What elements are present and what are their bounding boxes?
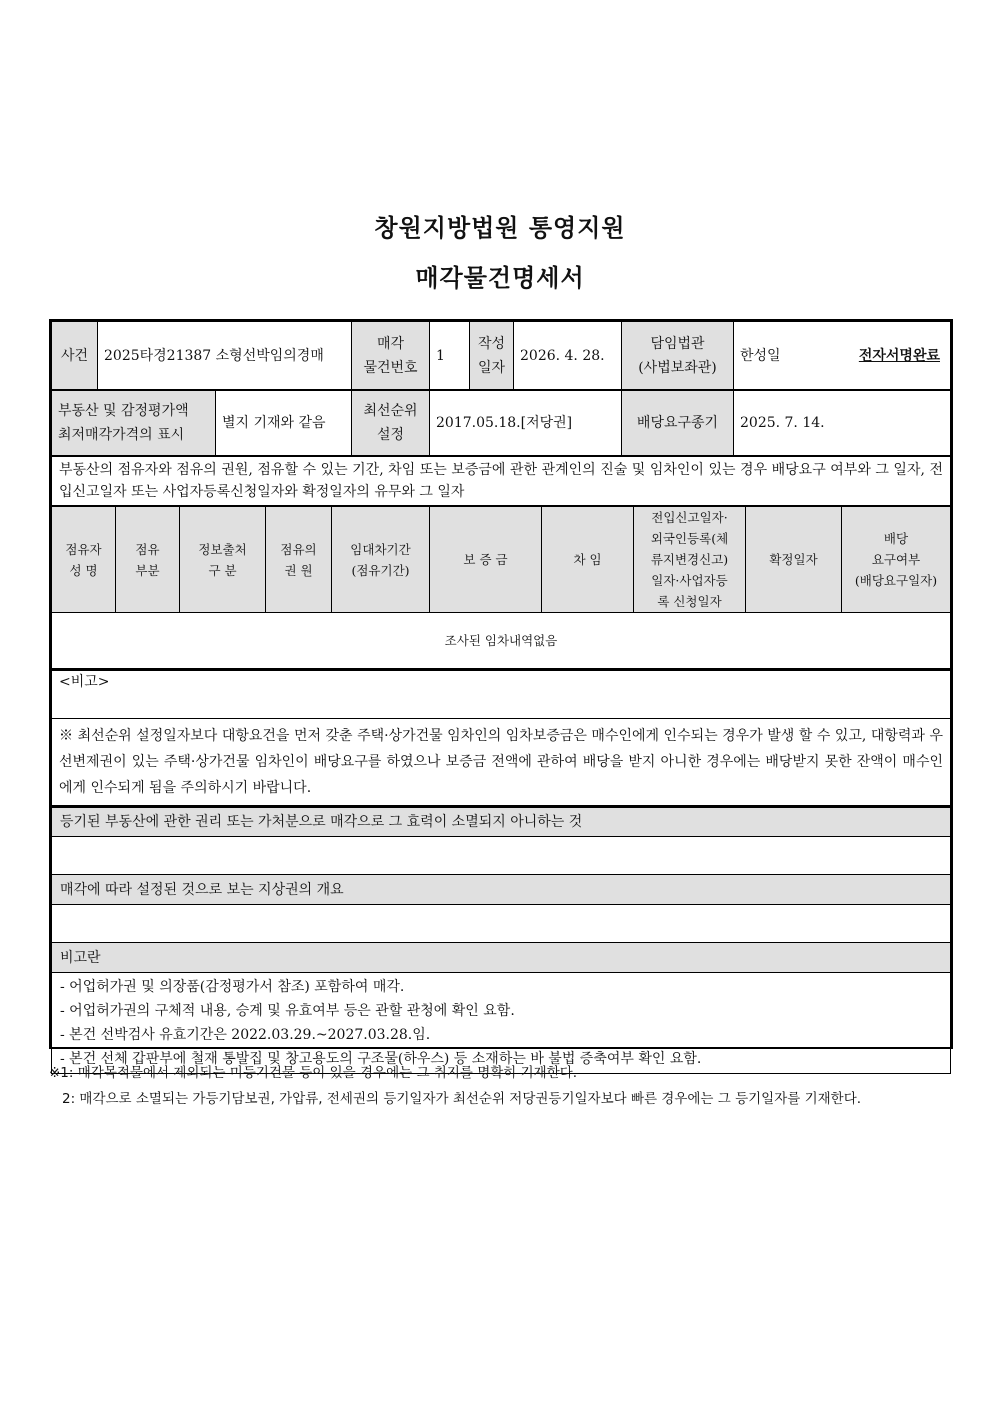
price-label: 부동산 및 감정평가액 최저매각가격의 표시: [52, 391, 216, 456]
tenant-table-header: [52, 507, 951, 613]
deadline-label: 배당요구종기: [622, 391, 734, 456]
date-value: 2026. 4. 28.: [514, 322, 622, 390]
deadline-value: 2025. 7. 14.: [734, 391, 951, 456]
col-rent: 차 임: [542, 507, 634, 613]
case-label: 사건: [52, 322, 98, 390]
footnote-2: 2: 매각으로 소멸되는 가등기담보권, 가압류, 전세권의 등기일자가 최선순위 저당권등기일자보다 빠른 경우에는 그 등기일자를 기재한다.: [62, 1091, 862, 1107]
remark-item: - 본건 선체 갑판부에 철재 통발집 및 창고용도의 구조물(하우스) 등 소재하는 바 불법 증축여부 확인 요함.: [60, 1051, 702, 1067]
case-value: 2025타경21387 소형선박임의경매: [98, 322, 352, 390]
specification-table: [49, 319, 953, 1067]
judge-label: 담임법관 (사법보좌관): [622, 322, 734, 390]
occupancy-description: [51, 456, 951, 506]
col-occupant-name: 점유자 성 명: [52, 507, 116, 613]
remark-section: [51, 669, 951, 806]
no-tenant-message: 조사된 임차내역없음: [52, 613, 951, 669]
col-deposit: 보 증 금: [430, 507, 542, 613]
remark-item: - 어업허가권 및 의장품(감정평가서 참조) 포함하여 매각.: [60, 979, 405, 995]
remarks-list: [52, 973, 951, 1074]
col-title-of-occupancy: 점유의 권 원: [266, 507, 332, 613]
court-name: 창원지방법원 통영지원: [374, 214, 626, 242]
electronic-signature: 전자서명완료: [858, 347, 940, 364]
rights-content: [52, 837, 951, 875]
warning-text: ※ 최선순위 설정일자보다 대항요건을 먼저 갖춘 주택·상가건물 임차인의 임차보증금은 매수인에게 인수되는 경우가 발생 할 수 있고, 대항력과 우선변제권이 있는 주택·상가건물 임차인이 배당요구를 하였으나 보증금 전액에 관하여 배당을 받지 아니한 경우에는 배당받지 못한 잔액이 매수인에게 인수되게 됨을 주의하시기 바랍니다.: [52, 718, 951, 805]
item-no-label: 매각 물건번호: [352, 322, 430, 390]
rights-section: [51, 806, 951, 1075]
price-value: 별지 기재와 같음: [216, 391, 352, 456]
tenant-table: [51, 506, 951, 669]
col-info-source: 정보출처 구 분: [180, 507, 266, 613]
col-fixed-date: 확정일자: [746, 507, 842, 613]
surface-right-content: [52, 905, 951, 943]
priority-label: 최선순위 설정: [352, 391, 430, 456]
price-info-row: [51, 390, 951, 456]
occupancy-description-text: 부동산의 점유자와 점유의 권원, 점유할 수 있는 기간, 차임 또는 보증금에 관한 관계인의 진술 및 임차인이 있는 경우 배당요구 여부와 그 일자, 전입신고일자 또는 사업자등록신청일자와 확정일자의 유무와 그 일자: [52, 457, 951, 506]
date-label: 작성 일자: [470, 322, 514, 390]
judge-cell: [734, 322, 951, 390]
remark-item: - 본건 선박검사 유효기간은 2022.03.29.~2027.03.28.임.: [60, 1027, 431, 1043]
rights-heading: 등기된 부동산에 관한 권리 또는 가처분으로 매각으로 그 효력이 소멸되지 아니하는 것: [52, 807, 951, 837]
surface-right-heading: 매각에 따라 설정된 것으로 보는 지상권의 개요: [52, 875, 951, 905]
case-info-row: [51, 321, 951, 390]
footnote-1: ※1: 매각목적물에서 제외되는 미등기건물 등이 있을 경우에는 그 취지를 명확히 기재한다.: [49, 1065, 578, 1081]
document-title: 매각물건명세서: [415, 264, 585, 292]
col-move-in-date: 전입신고일자· 외국인등록(체 류지변경신고) 일자·사업자등 록 신청일자: [634, 507, 746, 613]
remark-label: <비고>: [52, 670, 951, 718]
item-no-value: 1: [430, 322, 470, 390]
remarks-heading: 비고란: [52, 943, 951, 973]
priority-value: 2017.05.18.[저당권]: [430, 391, 622, 456]
col-dividend-request: 배당 요구여부 (배당요구일자): [842, 507, 951, 613]
judge-value: 한성일: [740, 347, 781, 364]
col-occupied-part: 점유 부분: [116, 507, 180, 613]
remark-item: - 어업허가권의 구체적 내용, 승계 및 유효여부 등은 관할 관청에 확인 요함.: [60, 1003, 515, 1019]
col-lease-period: 임대차기간 (점유기간): [332, 507, 430, 613]
